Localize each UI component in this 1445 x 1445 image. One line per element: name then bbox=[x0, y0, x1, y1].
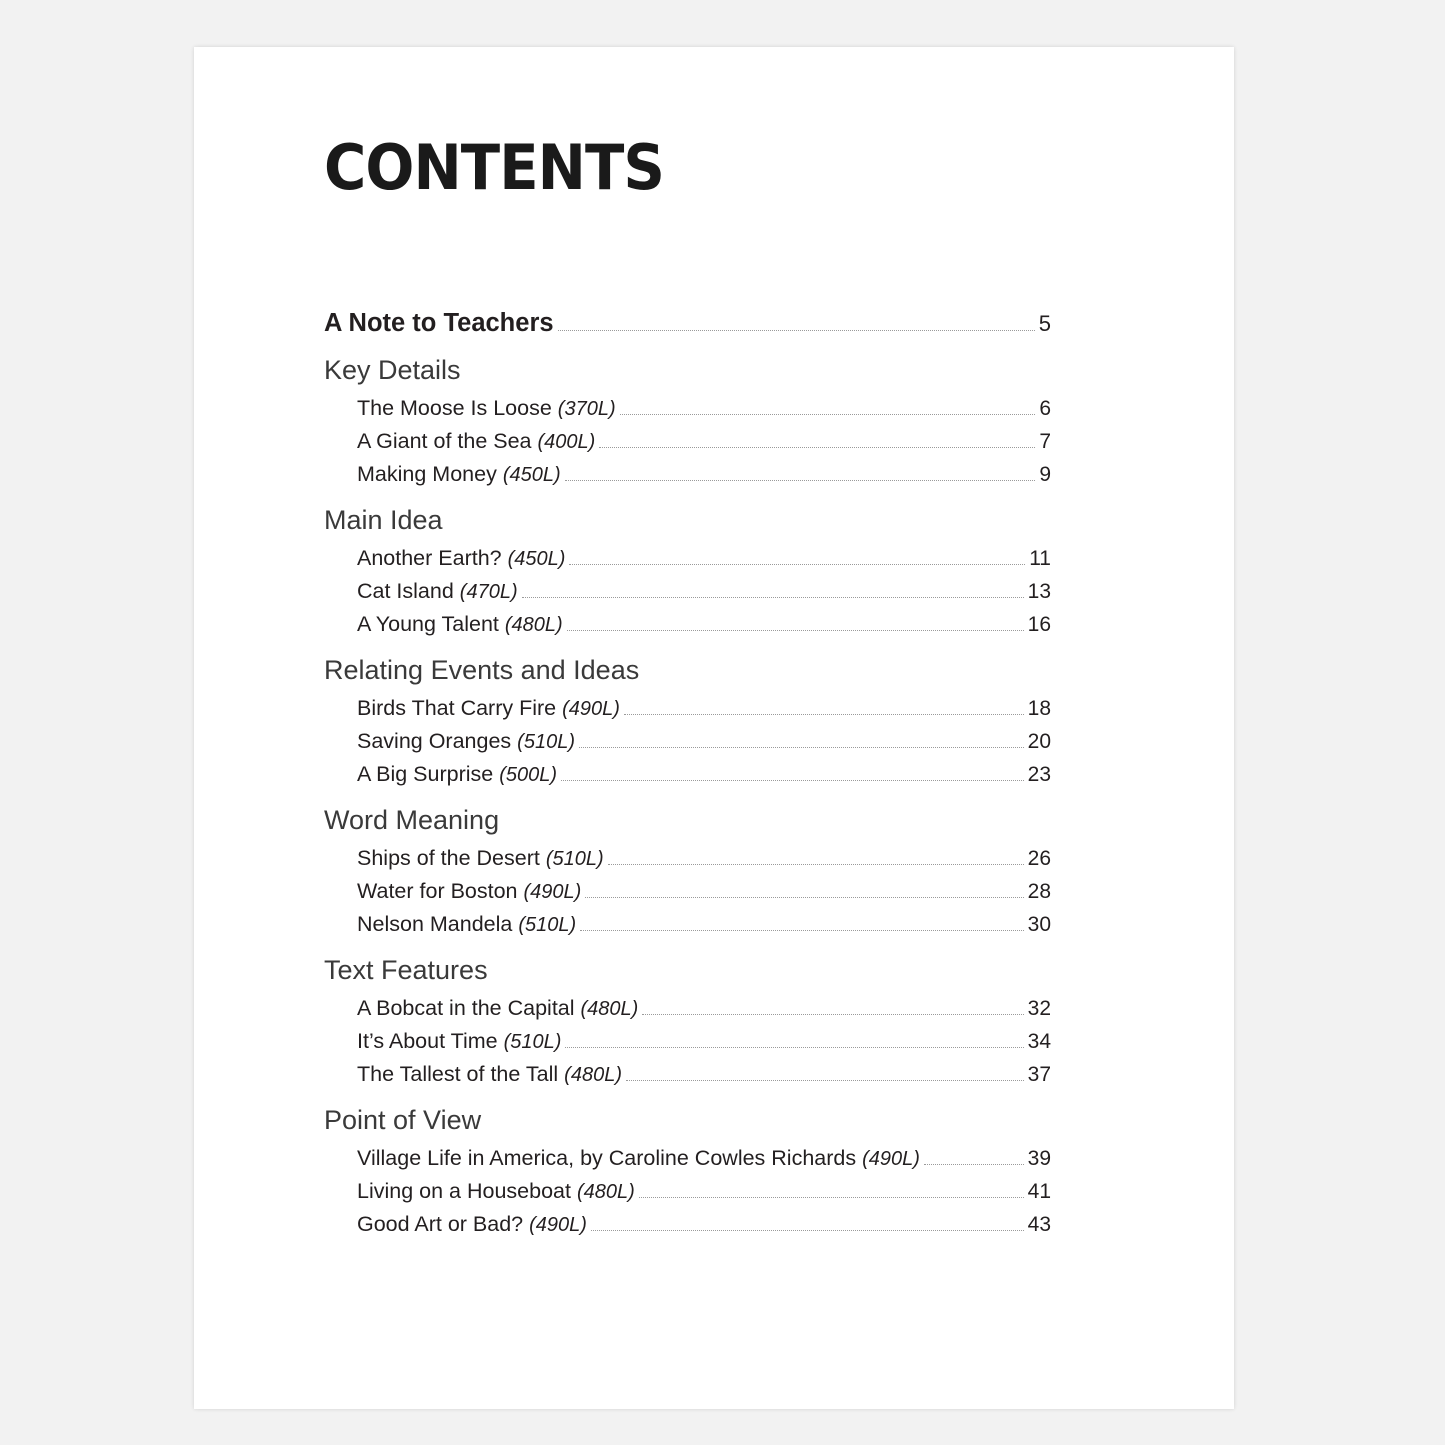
toc-entry-title: Another Earth? bbox=[357, 546, 502, 570]
toc-entry-label bbox=[357, 1179, 635, 1204]
dot-leader bbox=[620, 413, 1036, 415]
toc-entry[interactable] bbox=[324, 879, 1051, 904]
toc-entry-title: Birds That Carry Fire bbox=[357, 696, 557, 720]
toc-entry-title: Village Life in America, by Caroline Cowles Richards bbox=[357, 1146, 857, 1170]
toc-entry-note[interactable] bbox=[324, 309, 1051, 338]
toc-section bbox=[324, 505, 1051, 637]
toc-entry[interactable] bbox=[324, 546, 1051, 571]
toc-entry-lexile: (450L) bbox=[502, 464, 561, 486]
toc-entry-label bbox=[357, 396, 616, 421]
toc-entry-page: 18 bbox=[1027, 697, 1051, 720]
page-title: CONTENTS bbox=[324, 131, 664, 204]
toc-entry-lexile: (490L) bbox=[523, 881, 582, 903]
toc-sections bbox=[324, 355, 1051, 1237]
toc-entry-lexile: (480L) bbox=[504, 614, 563, 636]
toc-entry-title: A Big Surprise bbox=[357, 762, 494, 786]
dot-leader bbox=[591, 1229, 1024, 1231]
toc-entry-lexile: (510L) bbox=[545, 848, 604, 870]
toc-entry-page: 13 bbox=[1027, 580, 1051, 603]
dot-leader bbox=[599, 446, 1035, 448]
toc-entry[interactable] bbox=[324, 846, 1051, 871]
toc-entry-label bbox=[357, 912, 576, 937]
document-page bbox=[194, 47, 1234, 1409]
toc-entry-page: 37 bbox=[1027, 1063, 1051, 1086]
toc-entry-title: A Bobcat in the Capital bbox=[357, 996, 575, 1020]
toc-entry[interactable] bbox=[324, 429, 1051, 454]
dot-leader bbox=[639, 1196, 1024, 1198]
toc-entry-label bbox=[357, 879, 581, 904]
toc-entry-label bbox=[357, 546, 565, 571]
toc-entry-label bbox=[357, 846, 604, 871]
toc-entry-page: 32 bbox=[1027, 997, 1051, 1020]
toc-entry[interactable] bbox=[324, 1029, 1051, 1054]
toc-entry-label bbox=[357, 579, 518, 604]
toc-entry[interactable] bbox=[324, 462, 1051, 487]
toc-section-heading: Key Details bbox=[324, 355, 461, 385]
toc-entry-label bbox=[357, 762, 557, 787]
dot-leader bbox=[642, 1013, 1023, 1015]
toc-entry-page: 20 bbox=[1027, 730, 1051, 753]
toc-entry-title: A Giant of the Sea bbox=[357, 429, 532, 453]
toc-entry[interactable] bbox=[324, 696, 1051, 721]
toc-entry-label bbox=[357, 429, 595, 454]
toc-entry-lexile: (490L) bbox=[562, 698, 620, 720]
toc-entry-title: It’s About Time bbox=[357, 1029, 498, 1053]
toc-entry-lexile: (370L) bbox=[557, 398, 616, 420]
toc-entry-lexile: (490L) bbox=[862, 1148, 920, 1170]
toc-entry-title: Living on a Houseboat bbox=[357, 1179, 571, 1203]
toc-entry-page: 39 bbox=[1027, 1147, 1051, 1170]
toc-entry-lexile: (510L) bbox=[503, 1031, 562, 1053]
toc-entry-title: Cat Island bbox=[357, 579, 454, 603]
toc-entry-lexile: (510L) bbox=[517, 731, 575, 753]
toc-entry-page: 9 bbox=[1039, 463, 1051, 486]
toc-entry-page: 34 bbox=[1027, 1030, 1051, 1053]
toc-entry-label bbox=[357, 1062, 622, 1087]
dot-leader bbox=[579, 746, 1024, 748]
toc-entry-label bbox=[357, 729, 575, 754]
toc-entry-label: A Note to Teachers bbox=[324, 309, 554, 337]
toc-entry[interactable] bbox=[324, 996, 1051, 1021]
toc-entry-label bbox=[357, 696, 620, 721]
toc-entry-lexile: (470L) bbox=[459, 581, 518, 603]
toc-section-heading: Point of View bbox=[324, 1105, 482, 1135]
table-of-contents bbox=[324, 309, 1051, 1237]
toc-entry-page: 5 bbox=[1038, 311, 1051, 336]
toc-entry[interactable] bbox=[324, 1062, 1051, 1087]
toc-entry-page: 43 bbox=[1027, 1213, 1051, 1236]
toc-entry-page: 30 bbox=[1027, 913, 1051, 936]
toc-section-heading: Word Meaning bbox=[324, 805, 500, 835]
toc-entry-page: 6 bbox=[1039, 397, 1051, 420]
toc-entry[interactable] bbox=[324, 762, 1051, 787]
toc-entry-title: Water for Boston bbox=[357, 879, 518, 903]
toc-section-heading: Relating Events and Ideas bbox=[324, 655, 640, 685]
toc-entry[interactable] bbox=[324, 1212, 1051, 1237]
toc-entry-title: Ships of the Desert bbox=[357, 846, 540, 870]
toc-section bbox=[324, 1105, 1051, 1237]
toc-entry-title: The Tallest of the Tall bbox=[357, 1062, 559, 1086]
toc-entry-lexile: (400L) bbox=[537, 431, 596, 453]
toc-section bbox=[324, 655, 1051, 787]
dot-leader bbox=[608, 863, 1024, 865]
toc-entry-lexile: (480L) bbox=[564, 1064, 622, 1086]
dot-leader bbox=[580, 929, 1023, 931]
dot-leader bbox=[561, 779, 1024, 781]
dot-leader bbox=[924, 1163, 1024, 1165]
toc-entry-page: 11 bbox=[1029, 547, 1051, 570]
toc-entry-page: 41 bbox=[1027, 1180, 1051, 1203]
toc-entry-label bbox=[357, 1212, 587, 1237]
toc-entry[interactable] bbox=[324, 1179, 1051, 1204]
toc-entry-title: A Young Talent bbox=[357, 612, 499, 636]
dot-leader bbox=[585, 896, 1023, 898]
toc-entry-page: 28 bbox=[1027, 880, 1051, 903]
toc-entry-title: Good Art or Bad? bbox=[357, 1212, 524, 1236]
toc-section-heading: Main Idea bbox=[324, 505, 443, 535]
toc-entry[interactable] bbox=[324, 912, 1051, 937]
toc-entry-lexile: (510L) bbox=[518, 914, 577, 936]
toc-entry-page: 16 bbox=[1027, 613, 1051, 636]
toc-entry[interactable] bbox=[324, 396, 1051, 421]
dot-leader bbox=[626, 1079, 1024, 1081]
toc-section bbox=[324, 805, 1051, 937]
toc-entry-label bbox=[357, 612, 563, 637]
dot-leader bbox=[565, 479, 1036, 481]
toc-section bbox=[324, 355, 1051, 487]
dot-leader bbox=[624, 713, 1024, 715]
toc-entry-page: 26 bbox=[1027, 847, 1051, 870]
dot-leader bbox=[565, 1046, 1023, 1048]
dot-leader bbox=[558, 329, 1035, 331]
toc-entry[interactable] bbox=[324, 1146, 1051, 1171]
toc-entry[interactable] bbox=[324, 729, 1051, 754]
toc-entry-title: Saving Oranges bbox=[357, 729, 512, 753]
toc-entry[interactable] bbox=[324, 579, 1051, 604]
dot-leader bbox=[569, 563, 1025, 565]
toc-entry-title: The Moose Is Loose bbox=[357, 396, 552, 420]
toc-entry-lexile: (480L) bbox=[580, 998, 639, 1020]
toc-entry-lexile: (500L) bbox=[499, 764, 558, 786]
toc-entry-label bbox=[357, 1146, 920, 1171]
toc-entry[interactable] bbox=[324, 612, 1051, 637]
toc-entry-lexile: (490L) bbox=[529, 1214, 587, 1236]
toc-entry-title: Nelson Mandela bbox=[357, 912, 513, 936]
page-content bbox=[324, 131, 1174, 1255]
dot-leader bbox=[522, 596, 1024, 598]
toc-entry-page: 23 bbox=[1027, 763, 1051, 786]
toc-entry-label bbox=[357, 462, 561, 487]
toc-entry-lexile: (480L) bbox=[576, 1181, 635, 1203]
toc-section-heading: Text Features bbox=[324, 955, 488, 985]
dot-leader bbox=[567, 629, 1024, 631]
toc-section bbox=[324, 955, 1051, 1087]
toc-entry-label bbox=[357, 996, 638, 1021]
toc-entry-page: 7 bbox=[1039, 430, 1051, 453]
toc-entry-title: Making Money bbox=[357, 462, 497, 486]
toc-entry-label bbox=[357, 1029, 561, 1054]
toc-entry-lexile: (450L) bbox=[507, 548, 566, 570]
